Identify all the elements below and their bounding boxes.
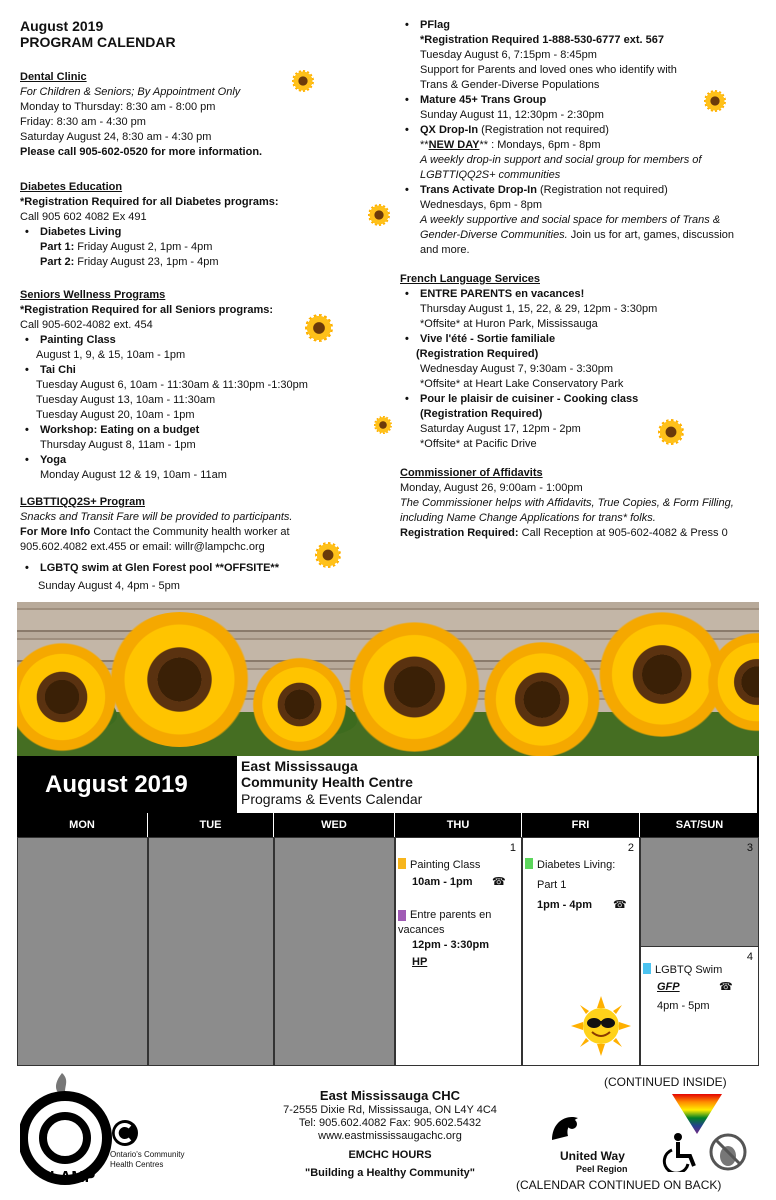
pflag: • PFlag (400, 18, 770, 33)
sunflower-icon (315, 542, 341, 568)
trans-time: Wednesdays, 6pm - 8pm (420, 199, 543, 211)
heading-program-calendar: PROGRAM CALENDAR (20, 34, 176, 50)
lgbt-title: LGBTTIQQ2S+ Program (20, 496, 145, 508)
footer-address (250, 1088, 530, 1180)
qx-new-pre: ** (420, 139, 429, 151)
mature-group: • Mature 45+ Trans Group (400, 93, 770, 108)
yoga-time: Monday August 12 & 19, 10am - 11am (40, 469, 227, 481)
cuisiner-req: (Registration Required) (420, 408, 543, 420)
taichi-time: Tuesday August 6, 10am - 11:30am & 11:30pm -1:30pm (36, 379, 308, 391)
thu-event-2-time: 12pm - 3:30pm (412, 939, 490, 951)
org-name-2: Community Health Centre (241, 774, 413, 790)
french-title: French Language Services (400, 273, 540, 285)
dental-line: Monday to Thursday: 8:30 am - 8:00 pm (20, 101, 216, 113)
painting-color-marker (398, 858, 406, 869)
day-thu: THU (395, 813, 522, 837)
vive-ete: • Vive l'été - Sortie familiale (400, 332, 770, 347)
info-text: Contact the Community health worker at (90, 526, 290, 538)
taichi-time: Tuesday August 13, 10am - 11:30am (36, 394, 216, 406)
entre-loc: *Offsite* at Huron Park, Mississauga (420, 318, 598, 330)
calendar-subtitle: Programs & Events Calendar (241, 791, 423, 807)
cell-thu-1[interactable] (395, 837, 522, 1066)
mature-time: Sunday August 11, 12:30pm - 2:30pm (420, 109, 604, 121)
sun-sunglasses-icon (571, 996, 631, 1056)
footer-street: 7-2555 Dixie Rd, Mississauga, ON L4Y 4C4 (283, 1104, 497, 1116)
entre-color-marker (398, 910, 406, 921)
fri-event-1-part: Part 1 (537, 879, 567, 891)
sun-event-1-time: 4pm - 5pm (657, 1000, 710, 1012)
diabetes-title: Diabetes Education (20, 181, 123, 193)
thu-event-1: Painting Class (410, 859, 481, 871)
day-number: 1 (509, 842, 516, 854)
lamp-logo (20, 1068, 120, 1188)
calendar-month: August 2019 (45, 771, 188, 798)
seniors-call: Call 905-602-4082 ext. 454 (20, 319, 153, 331)
qx-desc: A weekly drop-in support and social group for members of (420, 154, 702, 166)
day-wed: WED (274, 813, 395, 837)
seniors-title: Seniors Wellness Programs (20, 289, 166, 301)
painting-class: • Painting Class (20, 333, 380, 348)
continued-inside: (CONTINUED INSIDE) (604, 1075, 727, 1089)
trans-desc-italic: A weekly supportive and social space for members of Trans & Gender-Diverse Communities. (420, 214, 721, 241)
thu-event-2-loc: HP (412, 956, 428, 968)
org-box (237, 756, 757, 813)
day-mon: MON (17, 813, 148, 837)
diabetes-color-marker (525, 858, 533, 869)
org-name-1: East Mississauga (241, 758, 358, 774)
footer-website[interactable]: www.eastmississaugachc.org (318, 1130, 462, 1142)
qx-dropin: QX Drop-In (420, 124, 479, 136)
united-way-region: Peel Region (576, 1164, 628, 1174)
phone-icon: ☎ (492, 876, 506, 888)
commissioner-title: Commissioner of Affidavits (400, 467, 543, 479)
dental-call: Please call 905-602-0520 for more information. (20, 146, 263, 158)
ochc-text (110, 1150, 184, 1170)
footer-org-name: East Mississauga CHC (319, 1088, 461, 1103)
qx-desc: LGBTTIQQ2S+ communities (420, 169, 561, 181)
pflag-req: *Registration Required 1-888-530-6777 ext. 567 (420, 34, 664, 46)
sunflower-icon (374, 416, 392, 434)
sunflower-icon (368, 204, 390, 226)
thu-event-1-time: 10am - 1pm (412, 876, 473, 888)
lgbtq-swim: • LGBTQ swim at Glen Forest pool **OFFSITE** (20, 561, 380, 576)
cell-wed (274, 837, 395, 1066)
part1-time: Friday August 2, 1pm - 4pm (74, 241, 213, 253)
weekday-header (17, 813, 759, 837)
pflag-time: Tuesday August 6, 7:15pm - 8:45pm (420, 49, 597, 61)
commissioner-desc: The Commissioner helps with Affidavits, True Copies, & Form Filling, including Name Change Applications for trans* folks. (400, 497, 734, 524)
swim-time: Sunday August 4, 4pm - 5pm (38, 580, 180, 592)
painting-time: August 1, 9, & 15, 10am - 1pm (36, 349, 186, 361)
continued-back: (CALENDAR CONTINUED ON BACK) (516, 1178, 722, 1192)
phone-icon: ☎ (719, 981, 733, 993)
yoga: • Yoga (20, 453, 380, 468)
vive-req: (Registration Required) (416, 348, 539, 360)
vive-time: Wednesday August 7, 9:30am - 3:30pm (420, 363, 614, 375)
united-way-name: United Way (560, 1149, 625, 1163)
wheelchair-accessible-icon (662, 1132, 702, 1172)
ochc-line-1: Ontario's Community (110, 1150, 185, 1159)
sunflower-icon (704, 90, 726, 112)
day-satsun: SAT/SUN (675, 819, 724, 831)
day-number: 2 (627, 842, 634, 854)
cuisiner: • Pour le plaisir de cuisiner - Cooking class (400, 392, 770, 407)
day-number: 4 (746, 951, 753, 963)
sunflower-banner (17, 602, 759, 756)
workshop: • Workshop: Eating on a budget (20, 423, 380, 438)
swim-color-marker (643, 963, 651, 974)
no-scent-icon (708, 1132, 748, 1172)
phone-icon: ☎ (613, 899, 627, 911)
day-fri: FRI (522, 813, 640, 837)
commissioner-time: Monday, August 26, 9:00am - 1:00pm (400, 482, 583, 494)
cell-mon (17, 837, 148, 1066)
sun-event-1: LGBTQ Swim (655, 964, 723, 976)
cell-sun-4[interactable] (640, 946, 759, 1066)
day-tue: TUE (148, 813, 274, 837)
comm-reg: Call Reception at 905-602-4082 & Press 0 (518, 527, 728, 539)
day-number: 3 (746, 842, 753, 854)
ochc-line-2: Health Centres (110, 1160, 164, 1169)
footer-phone: Tel: 905.602.4082 Fax: 905.602.5432 (298, 1117, 482, 1129)
lgbt-note: Snacks and Transit Fare will be provided to participants. (20, 511, 293, 523)
tai-chi: • Tai Chi (20, 363, 380, 378)
pflag-desc: Support for Parents and loved ones who identify with (420, 64, 677, 76)
diabetes-req: *Registration Required for all Diabetes programs: (20, 196, 279, 208)
qx-new-day: NEW DAY (428, 139, 480, 151)
trans-dropin: Trans Activate Drop-In (420, 184, 537, 196)
footer-hours: EMCHC HOURS (348, 1149, 432, 1161)
comm-reg-label: Registration Required: (400, 527, 519, 539)
left-column (20, 18, 380, 594)
qx-new-post: ** : Mondays, 6pm - 8pm (479, 139, 601, 151)
sunflower-icon (658, 419, 684, 445)
diabetes-call: Call 905 602 4082 Ex 491 (20, 211, 147, 223)
lgbt-contact: 905.602.4082 ext.455 or email: willr@lampchc.org (20, 541, 265, 553)
pride-triangle-icon (672, 1094, 722, 1134)
united-way-hand-icon (548, 1112, 588, 1146)
entre-time: Thursday August 1, 15, 22, & 29, 12pm - 3:30pm (420, 303, 658, 315)
dental-line: Saturday August 24, 8:30 am - 4:30 pm (20, 131, 212, 143)
heading-month: August 2019 (20, 18, 104, 34)
dental-line: Friday: 8:30 am - 4:30 pm (20, 116, 146, 128)
cuisiner-time: Saturday August 17, 12pm - 2pm (420, 423, 581, 435)
thu-event-2: Entre parents en vacances (398, 909, 492, 936)
part2-time: Friday August 23, 1pm - 4pm (74, 256, 219, 268)
diabetes-program: • Diabetes Living (20, 225, 380, 240)
dental-title: Dental Clinic (20, 71, 87, 83)
trans-note: (Registration not required) (536, 184, 668, 196)
lamp-logo-text: LAMP (50, 1169, 96, 1186)
cell-fri-2[interactable] (522, 837, 640, 1066)
fri-event-1-time: 1pm - 4pm (537, 899, 593, 911)
entre-parents: • ENTRE PARENTS en vacances! (400, 287, 770, 302)
cell-sat-3[interactable] (640, 837, 759, 947)
part2-label: Part 2: (40, 256, 75, 268)
part1-label: Part 1: (40, 241, 75, 253)
sunflower-icon (292, 70, 314, 92)
seniors-req: *Registration Required for all Seniors programs: (20, 304, 274, 316)
info-label: For More Info (20, 526, 91, 538)
footer-slogan: "Building a Healthy Community" (305, 1167, 475, 1179)
cell-tue (148, 837, 274, 1066)
ochc-logo-icon (110, 1118, 140, 1148)
sunflower-icon (305, 314, 333, 342)
taichi-time: Tuesday August 20, 10am - 1pm (36, 409, 195, 421)
dental-subtitle: For Children & Seniors; By Appointment Only (20, 86, 241, 98)
cuisiner-loc: *Offsite* at Pacific Drive (420, 438, 537, 450)
trans-desc: Join us for art, games, discussion and more. (420, 229, 735, 256)
pflag-desc: Trans & Gender-Diverse Populations (420, 79, 600, 91)
workshop-time: Thursday August 8, 11am - 1pm (40, 439, 196, 451)
qx-note: (Registration not required) (478, 124, 609, 136)
fri-event-1: Diabetes Living: (537, 859, 616, 871)
sun-event-1-loc: GFP (657, 981, 680, 993)
vive-loc: *Offsite* at Heart Lake Conservatory Park (420, 378, 624, 390)
